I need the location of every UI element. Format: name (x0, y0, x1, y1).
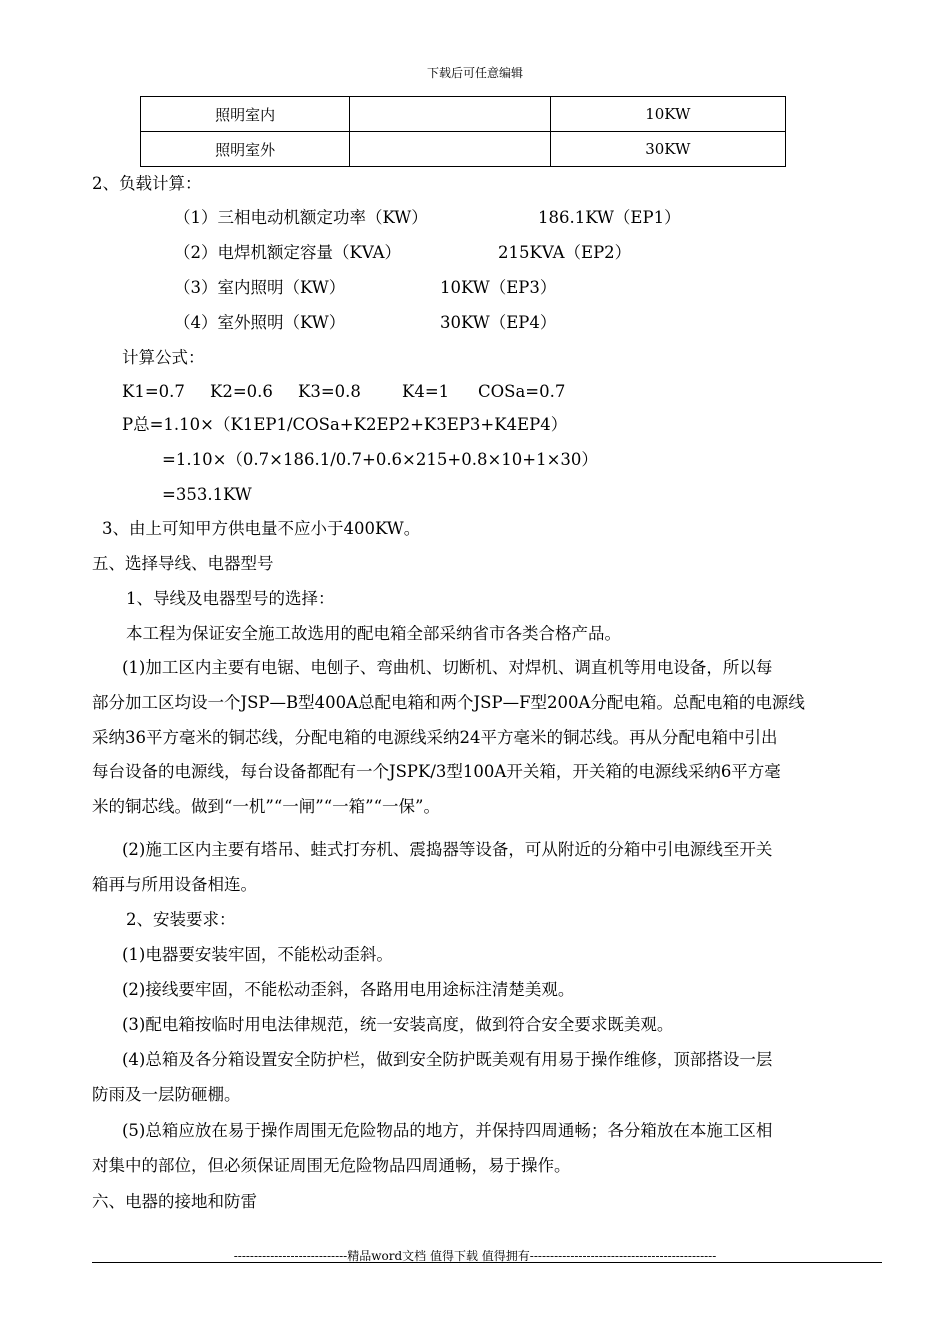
paragraph-line: (4)总箱及各分箱设置安全防护栏，做到安全防护既美观有用易于操作维修，顶部搭设一层 (122, 1050, 773, 1069)
section-heading-five: 五、选择导线、电器型号 (92, 554, 274, 573)
table-cell-mid (350, 97, 550, 132)
paragraph-line: 本工程为保证安全施工故选用的配电箱全部采纳省市各类合格产品。 (126, 624, 621, 643)
paragraph-line: (3)配电箱按临时用电法律规范，统一安装高度，做到符合安全要求既美观。 (122, 1015, 674, 1034)
load-item-1-label: （1）三相电动机额定功率（KW） (174, 208, 428, 227)
table-cell-name: 照明室外 (141, 132, 350, 167)
paragraph-line: (1)加工区内主要有电锯、电刨子、弯曲机、切断机、对焊机、调直机等用电设备，所以每 (122, 658, 773, 677)
load-item-1-value: 186.1KW（EP1） (538, 208, 681, 227)
load-item-3-value: 10KW（EP3） (440, 278, 557, 297)
formula-heading: 计算公式： (122, 348, 205, 367)
coef-k2: K2=0.6 (210, 382, 273, 401)
load-table (140, 96, 786, 167)
subheading-install: 2、安装要求： (126, 910, 236, 929)
paragraph-line: (2)施工区内主要有塔吊、蛙式打夯机、震捣器等设备，可从附近的分箱中引电源线至开关 (122, 840, 773, 859)
paragraph-line: 防雨及一层防砸棚。 (92, 1085, 241, 1104)
load-item-2-label: （2）电焊机额定容量（KVA） (174, 243, 402, 262)
table-cell-mid (350, 132, 550, 167)
coef-cos: COSa=0.7 (478, 382, 566, 401)
table-cell-name: 照明室内 (141, 97, 350, 132)
load-item-4-label: （4）室外照明（KW） (174, 313, 346, 332)
page-footer: ----------------------------精品word文档 值得下载 值得拥有---------------------------------------------- (233, 1249, 717, 1263)
formula-result: =353.1KW (162, 485, 252, 504)
subheading-wire-selection: 1、导线及电器型号的选择： (126, 589, 335, 608)
coef-k4: K4=1 (402, 382, 450, 401)
paragraph-line: 每台设备的电源线，每台设备都配有一个JSPK/3型100A开关箱，开关箱的电源线采纳6平方毫 (92, 762, 781, 781)
conclusion-line: 3、由上可知甲方供电量不应小于400KW。 (102, 519, 421, 538)
section-heading-load-calc: 2、负载计算： (92, 174, 202, 193)
table-cell-value: 30KW (550, 132, 785, 167)
paragraph-line: (2)接线要牢固，不能松动歪斜，各路用电用途标注清楚美观。 (122, 980, 575, 999)
section-heading-six: 六、电器的接地和防雷 (92, 1192, 257, 1211)
load-item-3-label: （3）室内照明（KW） (174, 278, 346, 297)
load-item-2-value: 215KVA（EP2） (498, 243, 632, 262)
paragraph-line: 米的铜芯线。做到“一机”“一闸”“一箱”“一保”。 (92, 797, 440, 816)
table-cell-value: 10KW (550, 97, 785, 132)
coef-k3: K3=0.8 (298, 382, 361, 401)
load-item-4-value: 30KW（EP4） (440, 313, 557, 332)
paragraph-line: (1)电器要安装牢固，不能松动歪斜。 (122, 945, 393, 964)
page-header: 下载后可任意编辑 (426, 66, 523, 80)
paragraph-line: (5)总箱应放在易于操作周围无危险物品的地方，并保持四周通畅；各分箱放在本施工区相 (122, 1121, 773, 1140)
table-row (141, 97, 786, 132)
table-row (141, 132, 786, 167)
footer-rule (92, 1262, 882, 1263)
formula-line-1: P总=1.10×（K1EP1/COSa+K2EP2+K3EP3+K4EP4） (122, 415, 568, 434)
paragraph-line: 对集中的部位，但必须保证周围无危险物品四周通畅，易于操作。 (92, 1156, 571, 1175)
paragraph-line: 箱再与所用设备相连。 (92, 875, 257, 894)
paragraph-line: 部分加工区均设一个JSP—B型400A总配电箱和两个JSP—F型200A分配电箱。总配电箱的电源线 (92, 693, 805, 712)
paragraph-line: 采纳36平方毫米的铜芯线，分配电箱的电源线采纳24平方毫米的铜芯线。再从分配电箱中引出 (92, 728, 778, 747)
formula-line-2: =1.10×（0.7×186.1/0.7+0.6×215+0.8×10+1×30） (162, 450, 598, 469)
coef-k1: K1=0.7 (122, 382, 185, 401)
